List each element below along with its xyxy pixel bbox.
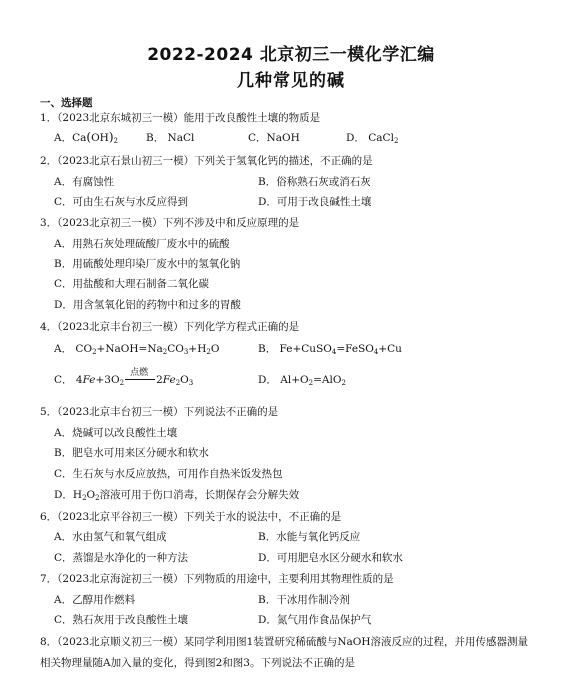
question-2-option-c: C．可由生石灰与水反应得到 bbox=[54, 196, 189, 208]
question-7-option-c: C．熟石灰用于改良酸性土壤 bbox=[54, 614, 189, 626]
document-title: 2022-2024 北京初三一模化学汇编 bbox=[147, 45, 435, 65]
question-5-option-c: C．生石灰与水反应放热，可用作自热米饭发热包 bbox=[54, 468, 283, 480]
question-6-option-b: B．水能与氧化钙反应 bbox=[258, 531, 361, 543]
question-3-option-a: A．用熟石灰处理硫酸厂废水中的硫酸 bbox=[54, 238, 230, 250]
question-5-option-d: D．$H_2O_2$溶液可用于伤口消毒，长期保存会分解失效 bbox=[54, 489, 300, 502]
question-3-option-b: B．用硫酸处理印染厂废水中的氢氧化钠 bbox=[54, 258, 241, 270]
question-5-stem: 5．（2023北京丰台初三一模）下列说法不正确的是 bbox=[40, 406, 279, 418]
question-2-stem: 2．（2023北京石景山初三一模）下列关于氢氧化钙的描述，不正确的是 bbox=[40, 155, 373, 167]
question-7-stem: 7．（2023北京海淀初三一模）下列物质的用途中，主要利用其物理性质的是 bbox=[40, 573, 394, 585]
question-3-stem: 3．（2023北京初三一模）下列不涉及中和反应原理的是 bbox=[40, 217, 300, 229]
question-1-option-b: B． NaCl bbox=[146, 132, 195, 144]
question-1-option-a: A．$Ca(OH)_2$ bbox=[54, 130, 118, 145]
question-7-option-d: D．氮气用作食品保护气 bbox=[258, 614, 372, 626]
question-3-option-c: C．用盐酸和大理石制备二氧化碳 bbox=[54, 278, 210, 290]
question-5-option-a: A．烧碱可以改良酸性土壤 bbox=[54, 427, 178, 439]
question-8-stem-line-1: 8．（2023北京顺义初三一模）某同学利用图1装置研究稀硫酸与NaOH溶液反应的过程，并用传感器测量 bbox=[40, 636, 529, 648]
question-7-option-b: B．干冰用作制冷剂 bbox=[258, 594, 350, 606]
document-subtitle: 几种常见的碱 bbox=[237, 71, 345, 91]
question-4-stem: 4．（2023北京丰台初三一模）下列化学方程式正确的是 bbox=[40, 321, 300, 333]
question-1-option-c: C．NaOH bbox=[248, 132, 300, 144]
question-6-option-d: D．可用肥皂水区分硬水和软水 bbox=[258, 552, 403, 564]
question-7-option-a: A．乙醇用作燃料 bbox=[54, 594, 136, 606]
question-3-option-d: D．用含氢氧化铝的药物中和过多的胃酸 bbox=[54, 299, 241, 311]
question-2-option-a: A．有腐蚀性 bbox=[54, 176, 115, 188]
question-6-option-a: A．水由氢气和氧气组成 bbox=[54, 531, 167, 543]
question-4-option-c: C． $4Fe+3O_2$ 点燃 $2Fe_2O_3$ bbox=[54, 368, 194, 387]
question-6-option-c: C．蒸馏是水净化的一种方法 bbox=[54, 552, 189, 564]
question-8-stem-line-2: 相关物理量随A加入量的变化，得到图2和图3。下列说法不正确的是 bbox=[40, 657, 355, 669]
section-heading: 一、选择题 bbox=[40, 97, 93, 109]
question-4-option-d: D． $Al+O_2=AlO_2$ bbox=[258, 374, 346, 387]
question-2-option-b: B．俗称熟石灰或消石灰 bbox=[258, 176, 371, 188]
question-5-option-b: B．肥皂水可用来区分硬水和软水 bbox=[54, 447, 209, 459]
question-2-option-d: D．可用于改良碱性土壤 bbox=[258, 196, 372, 208]
question-4-option-b: B． Fe+CuSO$_4$=FeSO$_4$+Cu bbox=[258, 343, 402, 356]
question-6-stem: 6．（2023北京平谷初三一模）下列关于水的说法中，不正确的是 bbox=[40, 511, 342, 523]
question-4-option-a: A． $CO_2+NaOH=Na_2CO_3+H_2O$ bbox=[54, 343, 220, 356]
question-1-stem: 1．（2023北京东城初三一模）能用于改良酸性土壤的物质是 bbox=[40, 112, 321, 124]
question-1-option-d: D． CaCl$_2$ bbox=[346, 132, 399, 145]
